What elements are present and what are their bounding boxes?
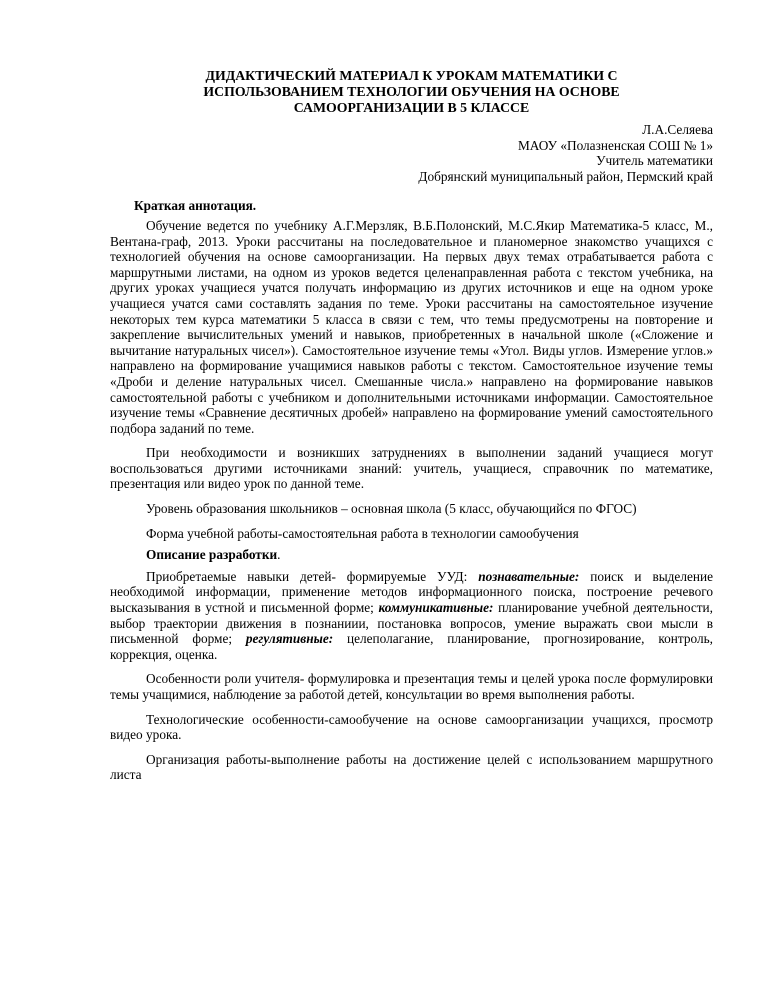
description-heading: Описание разработки xyxy=(146,547,278,563)
description-heading-dot: . xyxy=(277,547,281,563)
author-position: Учитель математики xyxy=(596,153,713,169)
organization-paragraph: Организация работы-выполнение работы на достижение целей с использованием маршрутного листа xyxy=(110,751,713,783)
communicative-label: коммуникативные: xyxy=(378,600,494,616)
skills-paragraph xyxy=(110,569,713,663)
regulatory-label: регулятивные: xyxy=(245,631,334,647)
author-school: МАОУ «Полазненская СОШ № 1» xyxy=(517,137,713,153)
communicative-text: планирование учебной деятельности, выбор траектории движения в познаниии, постановка вопросов, умение выражать свои мысли в письменной форме; xyxy=(110,600,713,647)
title-line: САМООРГАНИЗАЦИИ В 5 КЛАССЕ xyxy=(293,100,530,115)
author-name: Л.А.Селяева xyxy=(642,122,713,137)
tech-paragraph: Технологические особенности-самообучение на основе самоорганизации учащихся, просмотр видео урока. xyxy=(110,711,713,743)
author-block xyxy=(110,122,713,184)
cognitive-text: поиск и выделение необходимой информации, применение методов информационного поиска, построение речевого высказывания в устной и письменной форме; xyxy=(110,568,713,616)
document-title xyxy=(132,68,692,116)
difficulties-paragraph: При необходимости и возникших затруднениях в выполнении заданий учащиеся могут воспользоваться другими источниками знаний: учитель, учащиеся, справочник по математике, презентация или видео урок по данной теме. xyxy=(110,445,713,492)
title-line: ДИДАКТИЧЕСКИЙ МАТЕРИАЛ К УРОКАМ МАТЕМАТИКИ С xyxy=(205,68,618,83)
teacher-role-paragraph: Особенности роли учителя- формулировка и презентация темы и целей урока после формулировки темы учащимися, наблюдение за работой детей, консультации во время выполнения работы. xyxy=(110,671,713,702)
regulatory-text: целеполагание, планирование, прогнозирование, контроль, коррекция, оценка. xyxy=(110,631,713,662)
title-line: ИСПОЛЬЗОВАНИЕМ ТЕХНОЛОГИИ ОБУЧЕНИЯ НА ОСНОВЕ xyxy=(203,84,620,99)
annotation-paragraph: Обучение ведется по учебнику А.Г.Мерзляк, В.Б.Полонский, М.С.Якир Математика-5 класс, М., Вентана-граф, 2013. Уроки рассчитаны на последовательное и планомерное знакомство учащихся с технологией обучения на основе самоорганизации. На первых двух темах отрабатывается работа с маршрутными листами, на одном из уроков ведется целенаправленная работа с текстом учебника, на других уроках учащиеся учатся получать информацию из других источников и еще на одном уроке учащиеся учатся сами составлять задания по теме. Уроки рассчитаны на самостоятельное изучение некоторых тем курса математики 5 класса в связи с тем, что темы предусмотрены на повторение и закрепление вычислительных умений и навыков, приобретенных в начальной школе («Сложение и вычитание натуральных чисел»). Самостоятельное изучение темы «Угол. Виды углов. Измерение углов.» направлено на формирование учащимися навыков работы с текстом. Самостоятельное изучение темы «Дроби и деление натуральных чисел. Смешанные числа.» направлено на формирование навыков самостоятельной работы с учебником и дополнительными источниками информации. Самостоятельное изучение темы «Сравнение десятичных дробей» направлено на формирование умений самостоятельного подбора заданий по теме. xyxy=(110,217,713,436)
author-region: Добрянский муниципальный район, Пермский край xyxy=(418,168,713,184)
skills-intro: Приобретаемые навыки детей- формируемые УУД: xyxy=(146,568,479,584)
annotation-heading: Краткая аннотация. xyxy=(134,198,257,214)
document-page xyxy=(110,68,713,792)
form-paragraph: Форма учебной работы-самостоятельная работа в технологии самообучения xyxy=(146,525,579,541)
level-paragraph: Уровень образования школьников – основная школа (5 класс, обучающийся по ФГОС) xyxy=(146,501,637,517)
description-heading-paragraph xyxy=(110,547,713,563)
cognitive-label: познавательные: xyxy=(478,568,580,584)
